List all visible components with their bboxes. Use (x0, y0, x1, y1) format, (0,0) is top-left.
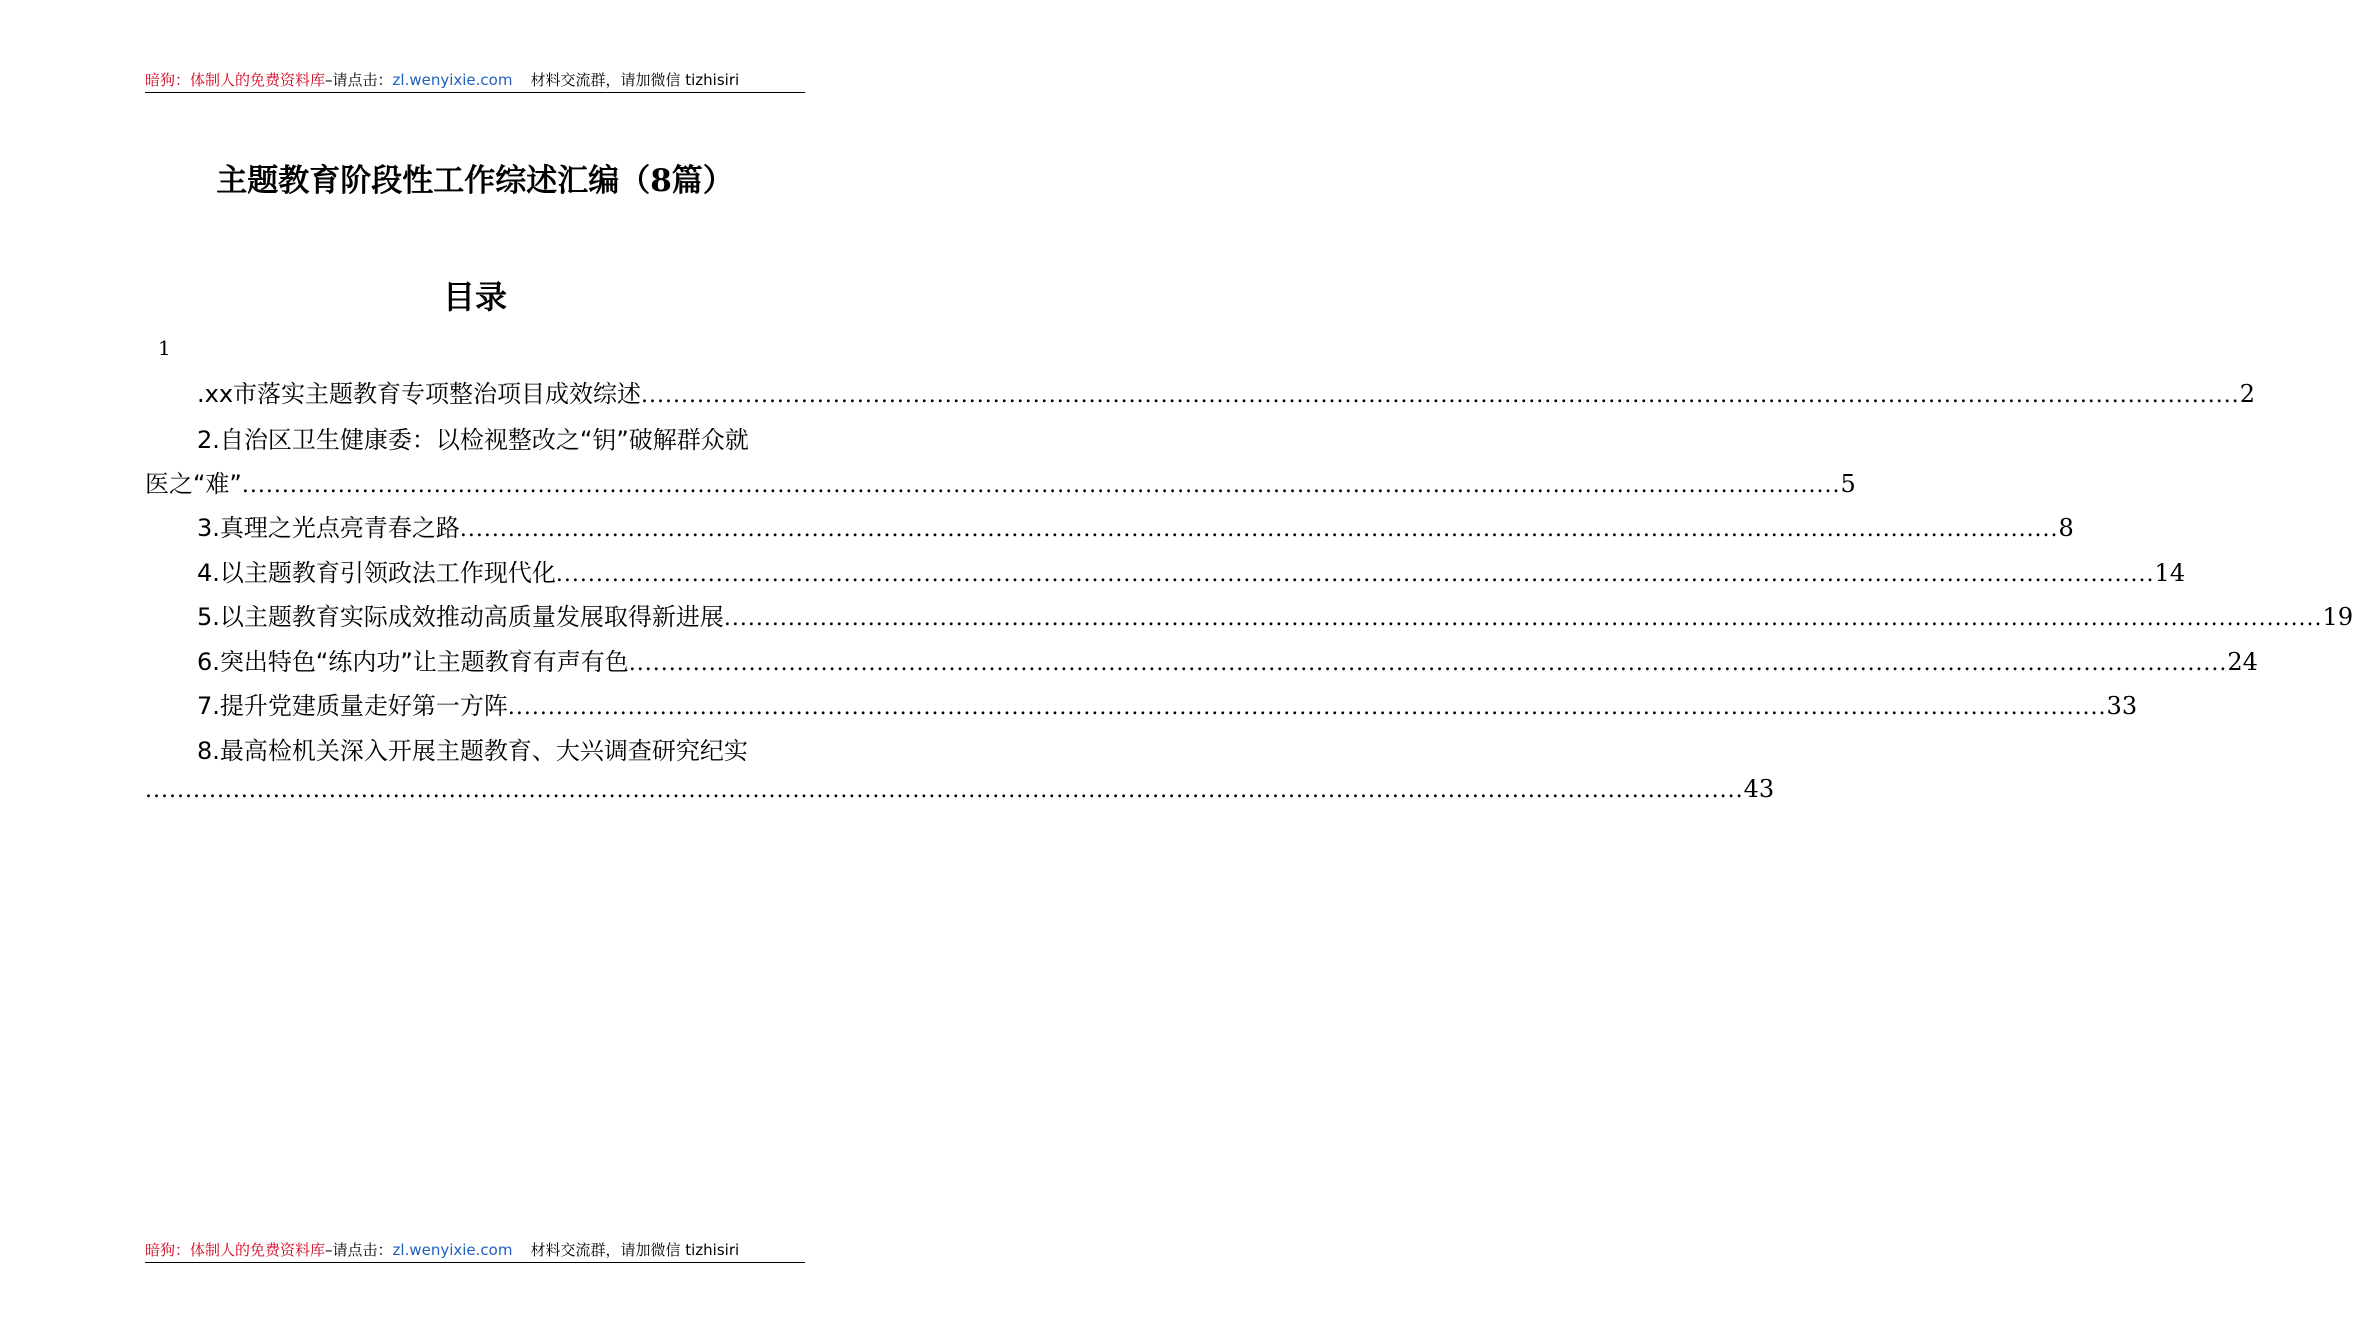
banner-click-prompt: –请点击： (325, 71, 393, 89)
toc-entry-3[interactable] (145, 508, 2074, 544)
toc-leader-dots: ........................................................................................................................................................................................................ (723, 606, 2323, 631)
toc-entry-label: .xx市落实主题教育专项整治项目成效综述 (197, 380, 642, 408)
toc-entry-page: 24 (2227, 648, 2258, 676)
toc-leader-dots: ........................................................................................................................................................................................................ (628, 651, 2228, 676)
banner-link[interactable]: zl.wenyixie.com (392, 71, 513, 89)
toc-entry-label: 4.以主题教育引领政法工作现代化 (197, 559, 556, 587)
banner-click-prompt: –请点击： (325, 1241, 393, 1259)
toc-entry-2-continued[interactable] (145, 464, 1856, 500)
toc-entry-label: 5.以主题教育实际成效推动高质量发展取得新进展 (197, 603, 724, 631)
banner-link[interactable]: zl.wenyixie.com (392, 1241, 513, 1259)
toc-entry-page: 14 (2154, 559, 2186, 587)
toc-leader-dots: ........................................................................................................................................................................................................ (145, 778, 1744, 803)
toc-heading: 目录 (442, 278, 507, 316)
toc-entry-page: 33 (2106, 692, 2138, 720)
toc-entry-label-continued: 医之“难” (145, 470, 242, 498)
toc-entry-label: 7.提升党建质量走好第一方阵 (197, 692, 508, 720)
banner-wechat-note: 材料交流群，请加微信 tizhisiri (530, 1241, 740, 1259)
banner-wechat-note: 材料交流群，请加微信 tizhisiri (530, 71, 740, 89)
banner-site-name: 暗狗：体制人的免费资料库 (145, 1241, 326, 1259)
header-banner (145, 70, 805, 93)
toc-entry-7[interactable] (145, 686, 2138, 722)
toc-entry-page: 19 (2322, 603, 2353, 631)
toc-leader-dots: ........................................................................................................................................................................................................ (507, 695, 2107, 720)
toc-entry-6[interactable] (145, 642, 2258, 678)
toc-leader-dots: ........................................................................................................................................................................................................ (555, 562, 2155, 587)
toc-entry-label: 6.突出特色“练内功”让主题教育有声有色 (197, 648, 629, 676)
toc-entry-page: 8 (2058, 514, 2074, 542)
toc-entry-1[interactable] (145, 374, 2255, 410)
toc-leader-dots: ........................................................................................................................................................................................................ (641, 383, 2240, 408)
toc-leader-dots: ........................................................................................................................................................................................................ (459, 517, 2059, 542)
toc-entry-8[interactable] (145, 731, 805, 767)
toc-entry-label: 8.最高检机关深入开展主题教育、大兴调查研究纪实 (197, 737, 748, 765)
banner-site-name: 暗狗：体制人的免费资料库 (145, 71, 326, 89)
document-title: 主题教育阶段性工作综述汇编（8篇） (216, 163, 734, 199)
list-marker: 1 (158, 336, 171, 360)
toc-entry-8-continued[interactable] (145, 775, 1775, 811)
toc-entry-label: 2.自治区卫生健康委：以检视整改之“钥”破解群众就 (197, 426, 749, 454)
toc-entry-2[interactable] (145, 420, 805, 456)
toc-entry-page: 43 (1743, 775, 1775, 803)
toc-entry-label: 3.真理之光点亮青春之路 (197, 514, 460, 542)
toc-entry-page: 2 (2239, 380, 2255, 408)
toc-leader-dots: ........................................................................................................................................................................................................ (241, 473, 1841, 498)
toc-entry-4[interactable] (145, 553, 2186, 589)
footer-banner (145, 1240, 805, 1263)
toc-entry-5[interactable] (145, 597, 2353, 633)
toc-entry-page: 5 (1840, 470, 1856, 498)
